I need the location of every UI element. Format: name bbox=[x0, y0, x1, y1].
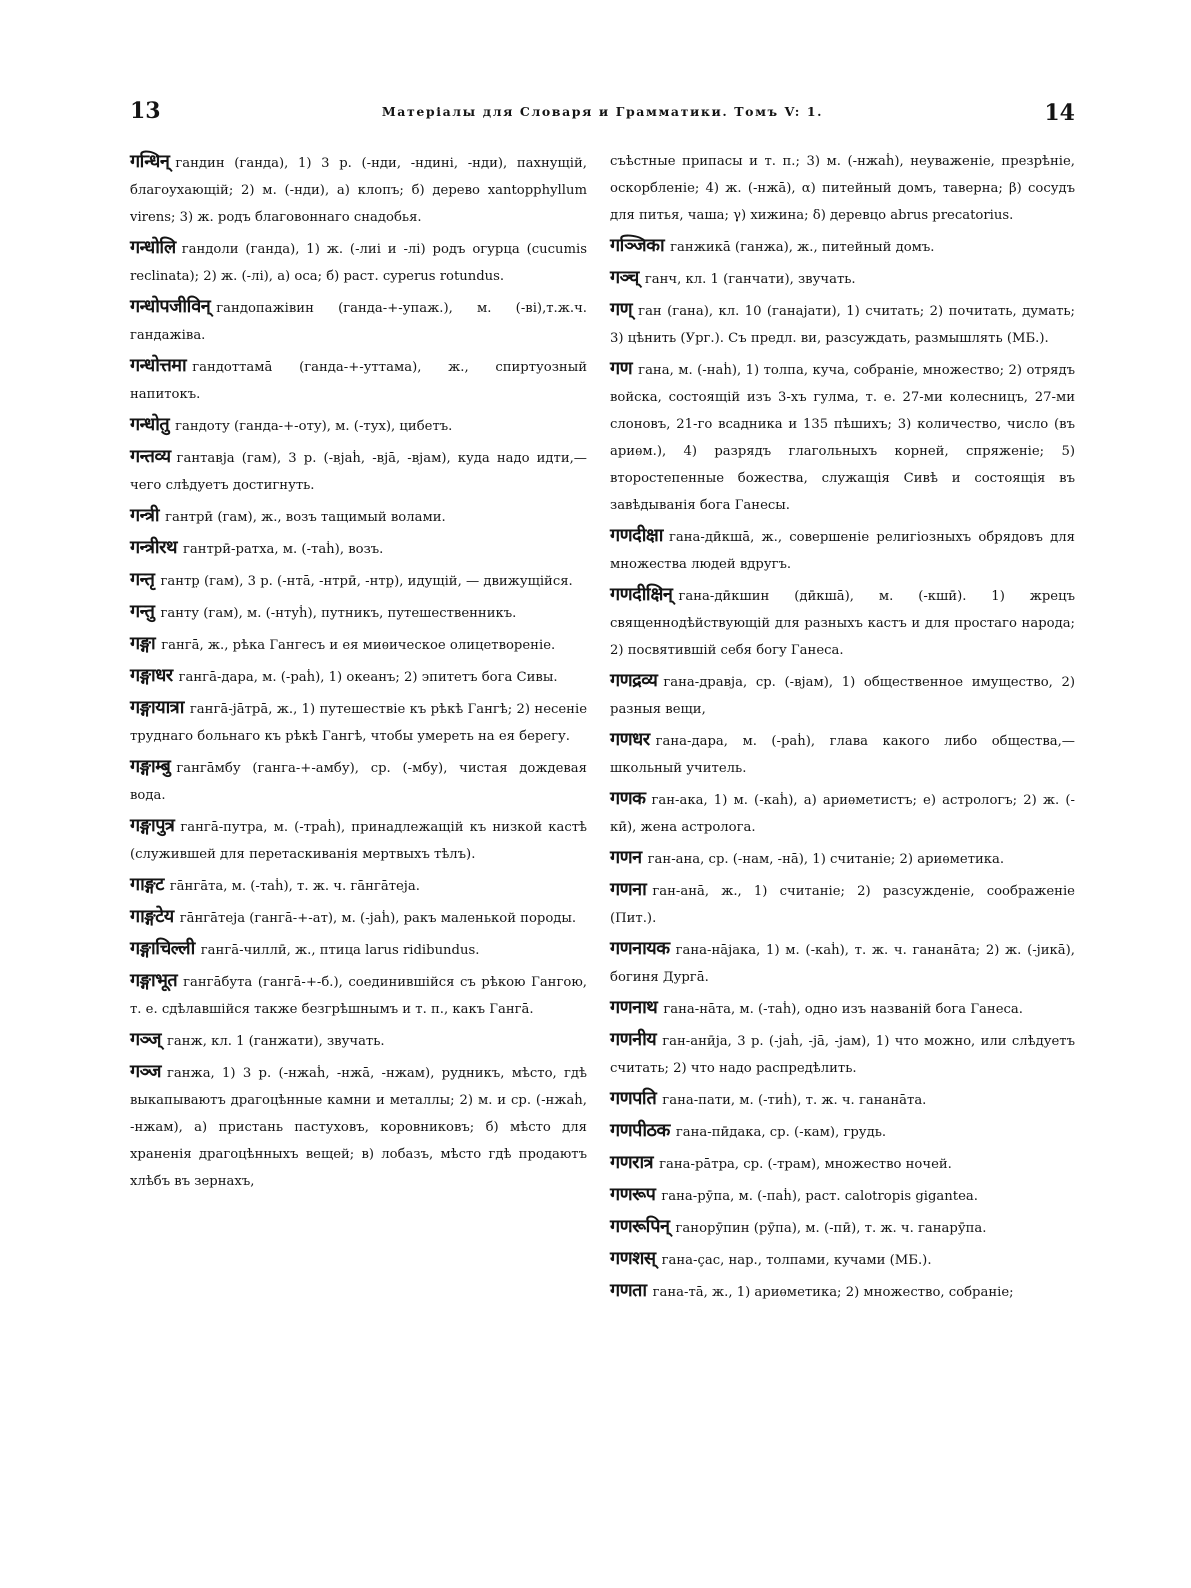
dictionary-entry bbox=[610, 1026, 1075, 1082]
entry-headword: गङ्गाभूत bbox=[130, 970, 178, 991]
entry-headword: गणदीक्षा bbox=[610, 525, 663, 546]
entry-headword: गणरात्र bbox=[610, 1152, 654, 1173]
dictionary-entry bbox=[610, 726, 1075, 782]
entry-headword: गङ्गाम्बु bbox=[130, 756, 171, 777]
dictionary-entry bbox=[130, 566, 587, 595]
dictionary-entry bbox=[130, 1026, 587, 1055]
dictionary-entry bbox=[130, 967, 587, 1023]
dictionary-entry bbox=[610, 296, 1075, 352]
dictionary-entry bbox=[130, 443, 587, 499]
entry-definition: ганжа, 1) 3 p. (-нжаḣ, -нжā, -нжам), рудникъ, мѣсто, гдѣ выкапываютъ драгоцѣнные камни и металлы; 2) м. и ср. (-нжаḣ, -нжам), а) пристань пастуховъ, коровниковъ; б) мѣсто для храненія драгоцѣнныхъ вещей; в) лобазъ, мѣсто гдѣ продаютъ хлѣбъ въ зернахъ, bbox=[130, 1066, 587, 1189]
entry-headword: गन्तव्य bbox=[130, 446, 171, 467]
entry-definition: гангā, ж., рѣка Гангесъ и ея миѳическое олицетвореніе. bbox=[161, 638, 556, 653]
right-column bbox=[610, 148, 1075, 1309]
entry-definition: гангāмбу (ганга-+-амбу), ср. (-мбу), чистая дождевая вода. bbox=[130, 761, 587, 803]
entry-headword: गङ्गायात्रा bbox=[130, 697, 184, 718]
dictionary-entry bbox=[610, 1181, 1075, 1210]
dictionary-entry bbox=[130, 871, 587, 900]
entry-definition: гантрӣ-ратха, м. (-таḣ), возъ. bbox=[182, 542, 384, 557]
entry-definition: гана-дӣкшā, ж., совершеніе религіозныхъ обрядовъ для множества людей вдругъ. bbox=[610, 530, 1075, 572]
entry-headword: गाङ्गटेय bbox=[130, 906, 174, 927]
entry-definition: ган-анӣја, 3 p. (-јаḣ, -јā, -јам), 1) что можно, или слѣдуетъ считать; 2) что надо распредѣлить. bbox=[610, 1034, 1075, 1076]
dictionary-entry bbox=[610, 876, 1075, 932]
entry-headword: गणनीय bbox=[610, 1029, 657, 1050]
dictionary-entry bbox=[610, 1245, 1075, 1274]
dictionary-entry bbox=[130, 502, 587, 531]
entry-definition: ган-анā, ж., 1) считаніе; 2) разсужденіе, соображеніе (Пит.). bbox=[610, 884, 1075, 926]
entry-headword: गञ्च् bbox=[610, 267, 639, 288]
entry-definition: гана-çас, нар., толпами, кучами (МБ.). bbox=[661, 1253, 932, 1268]
dictionary-entry bbox=[130, 1058, 587, 1195]
entry-definition: гана-нāта, м. (-таḣ), одно изъ названій бога Ганеса. bbox=[663, 1002, 1023, 1017]
dictionary-entry bbox=[610, 522, 1075, 578]
dictionary-entry bbox=[130, 352, 587, 408]
entry-definition: ганту (гам), м. (-нтуḣ), путникъ, путешественникъ. bbox=[160, 606, 517, 621]
dictionary-entry bbox=[610, 148, 1075, 229]
entry-definition: гандоли (ганда), 1) ж. (-лиі и -лі) родъ огурца (cucumis reclinata); 2) ж. (-лі), а) оса; б) раст. cyperus rotundus. bbox=[130, 242, 587, 284]
dictionary-entry bbox=[130, 630, 587, 659]
entry-headword: गन्धिन् bbox=[130, 151, 170, 172]
dictionary-entry bbox=[130, 662, 587, 691]
dictionary-entry bbox=[610, 1085, 1075, 1114]
entry-definition: ганч, кл. 1 (ганчати), звучать. bbox=[644, 272, 856, 287]
entry-definition: гандопажівин (ганда-+-упаж.), м. (-ві),т.ж.ч. гандажіва. bbox=[130, 301, 587, 343]
entry-definition: гана, м. (-наḣ), 1) толпа, куча, собраніе, множество; 2) отрядъ войска, состоящій изъ 3-хъ гулма, т. е. 27-ми колесницъ, 27-ми слоновъ, 21-го всадника и 135 пѣшихъ; 3) количество, число (въ ариѳм.), 4) разрядъ глагольныхъ корней, спряженіе; 5) второстепенные божества, служащія Сивѣ и состоящія въ завѣдыванія бога Ганесы. bbox=[610, 363, 1075, 513]
page-number-right: 14 bbox=[1044, 100, 1075, 126]
dictionary-entry bbox=[130, 935, 587, 964]
entry-definition: гандин (ганда), 1) 3 p. (-нди, -ндині, -нди), пахнущій, благоухающій; 2) м. (-нди), а) клопъ; б) дерево xantopphyllum virens; 3) ж. родъ благовоннаго снадобья. bbox=[130, 156, 587, 225]
entry-headword: गणपति bbox=[610, 1088, 657, 1109]
entry-headword: गन्धोपजीविन् bbox=[130, 296, 211, 317]
entry-definition: гана-пӣдака, ср. (-кам), грудь. bbox=[675, 1125, 887, 1140]
entry-definition: ган-ака, 1) м. (-каḣ), а) ариѳметистъ; е) астрологъ; 2) ж. (-кӣ), жена астролога. bbox=[610, 793, 1075, 835]
entry-definition: ган-ана, ср. (-нам, -нā), 1) считаніе; 2) ариѳметика. bbox=[647, 852, 1005, 867]
entry-definition: гангā-дара, м. (-раḣ), 1) океанъ; 2) эпитетъ бога Сивы. bbox=[178, 670, 558, 685]
dictionary-entry bbox=[130, 812, 587, 868]
entry-definition: гангā-јāтрā, ж., 1) путешествіе къ рѣкѣ Гангѣ; 2) несеніе труднаго больнаго къ рѣкѣ Гангѣ, чтобы умереть на ея берегу. bbox=[130, 702, 587, 744]
entry-definition: гантрӣ (гам), ж., возъ тащимый волами. bbox=[165, 510, 446, 525]
entry-headword: गणनायक bbox=[610, 938, 670, 959]
dictionary-entry bbox=[610, 232, 1075, 261]
entry-definition: гантавја (гам), 3 p. (-вјаḣ, -вјā, -вјам), куда надо идти,—чего слѣдуетъ достигнуть. bbox=[130, 451, 587, 493]
entry-definition: ганж, кл. 1 (ганжати), звучать. bbox=[167, 1034, 385, 1049]
entry-headword: गङ्गा bbox=[130, 633, 156, 654]
dictionary-entry bbox=[610, 1117, 1075, 1146]
entry-headword: गञ्ज् bbox=[130, 1029, 161, 1050]
entry-definition: гāнгāтеја (гангā-+-ат), м. (-јаḣ), ракъ маленькой породы. bbox=[179, 911, 577, 926]
dictionary-entry bbox=[130, 753, 587, 809]
entry-definition: гана-нāјака, 1) м. (-каḣ), т. ж. ч. гананāта; 2) ж. (-јикā), богиня Дургā. bbox=[610, 943, 1075, 985]
left-column bbox=[130, 148, 587, 1198]
entry-headword: गाङ्गट bbox=[130, 874, 164, 895]
entry-headword: गन्धोत्तमा bbox=[130, 355, 187, 376]
entry-definition: гана-тā, ж., 1) ариѳметика; 2) множество, собраніе; bbox=[652, 1285, 1014, 1300]
dictionary-entry bbox=[130, 903, 587, 932]
entry-definition: гандоттамā (ганда-+-уттама), ж., спиртуозный напитокъ. bbox=[130, 360, 587, 402]
dictionary-entry bbox=[130, 148, 587, 231]
dictionary-entry bbox=[610, 1213, 1075, 1242]
entry-definition: ган (гана), кл. 10 (ганајати), 1) считать; 2) почитать, думать; 3) цѣнить (Ург.). Съ предл. ви, разсуждать, размышлять (МБ.). bbox=[610, 304, 1075, 346]
entry-headword: गणपीठक bbox=[610, 1120, 670, 1141]
entry-headword: गण् bbox=[610, 299, 633, 320]
entry-headword: गणद्रव्य bbox=[610, 670, 658, 691]
entry-headword: गणरूपिन् bbox=[610, 1216, 670, 1237]
entry-headword: गणन bbox=[610, 847, 642, 868]
entry-definition: гангā-путра, м. (-траḣ), принадлежащій къ низкой кастѣ (служившей для перетаскиванія мертвыхъ тѣлъ). bbox=[130, 820, 587, 862]
dictionary-entry bbox=[610, 1277, 1075, 1306]
dictionary-entry bbox=[610, 355, 1075, 519]
entry-definition: съѣстные припасы и т. п.; 3) м. (-нжаḣ), неуваженіе, презрѣніе, оскорбленіе; 4) ж. (-нжā), α) питейный домъ, таверна; β) сосудъ для питья, чаша; γ) хижина; δ) деревцо abrus precatorius. bbox=[610, 154, 1075, 223]
dictionary-entry bbox=[610, 994, 1075, 1023]
dictionary-entry bbox=[130, 694, 587, 750]
entry-headword: गङ्गाचिल्ली bbox=[130, 938, 195, 959]
dictionary-entry bbox=[610, 844, 1075, 873]
entry-definition: гана-рāтра, ср. (-трам), множество ночей. bbox=[659, 1157, 952, 1172]
entry-definition: гана-дара, м. (-раḣ), глава какого либо общества,—школьный учитель. bbox=[610, 734, 1075, 776]
entry-headword: गन्तृ bbox=[130, 569, 155, 590]
entry-headword: गन्त्री bbox=[130, 505, 160, 526]
entry-headword: गणना bbox=[610, 879, 647, 900]
dictionary-entry bbox=[130, 234, 587, 290]
entry-definition: гангāбута (гангā-+-б.), соединившійся съ рѣкою Гангою, т. е. сдѣлавшійся также безгрѣшнымъ и т. п., какъ Гангā. bbox=[130, 975, 587, 1017]
entry-headword: गणता bbox=[610, 1280, 647, 1301]
dictionary-entry bbox=[610, 667, 1075, 723]
entry-definition: гана-рӯпа, м. (-паḣ), раст. calotropis gigantea. bbox=[661, 1189, 978, 1204]
entry-definition: гана-пати, м. (-тиḣ), т. ж. ч. гананāта. bbox=[662, 1093, 927, 1108]
entry-definition: ганжикā (ганжа), ж., питейный домъ. bbox=[670, 240, 935, 255]
entry-definition: гангā-чиллӣ, ж., птица larus ridibundus. bbox=[200, 943, 480, 958]
entry-headword: गणनाथ bbox=[610, 997, 658, 1018]
entry-definition: ганорӯпин (рӯпа), м. (-пӣ), т. ж. ч. ганарӯпа. bbox=[675, 1221, 987, 1236]
entry-headword: गन्त्रीरथ bbox=[130, 537, 177, 558]
dictionary-entry bbox=[130, 293, 587, 349]
entry-definition: гана-дӣкшин (дӣкшā), м. (-кшӣ). 1) жрецъ священнодѣйствующій для разныхъ кастъ и для простаго народа; 2) посвятившій себя богу Ганеса. bbox=[610, 589, 1075, 658]
entry-headword: गणधर bbox=[610, 729, 650, 750]
dictionary-entry bbox=[130, 411, 587, 440]
entry-headword: गञ्ज bbox=[130, 1061, 161, 1082]
entry-headword: गण bbox=[610, 358, 633, 379]
dictionary-entry bbox=[130, 534, 587, 563]
dictionary-entry bbox=[610, 581, 1075, 664]
entry-headword: गणदीक्षिन् bbox=[610, 584, 673, 605]
dictionary-entry bbox=[130, 598, 587, 627]
running-title: Матеріалы для Словаря и Грамматики. Томъ V: 1. bbox=[381, 104, 824, 119]
entry-headword: गणक bbox=[610, 788, 646, 809]
page-number-left: 13 bbox=[130, 98, 161, 124]
dictionary-entry bbox=[610, 264, 1075, 293]
dictionary-entry bbox=[610, 1149, 1075, 1178]
entry-headword: गङ्गापुत्र bbox=[130, 815, 175, 836]
entry-headword: गणशस् bbox=[610, 1248, 656, 1269]
entry-headword: गन्धोलि bbox=[130, 237, 176, 258]
entry-headword: गङ्गाधर bbox=[130, 665, 173, 686]
entry-headword: गणरूप bbox=[610, 1184, 656, 1205]
entry-headword: गन्तु bbox=[130, 601, 155, 622]
page-header bbox=[130, 98, 1075, 128]
entry-definition: гандоту (ганда-+-оту), м. (-тух), цибетъ. bbox=[175, 419, 453, 434]
entry-definition: гāнгāта, м. (-таḣ), т. ж. ч. гāнгāтеја. bbox=[169, 879, 420, 894]
dictionary-entry bbox=[610, 935, 1075, 991]
entry-definition: гантр̣ (гам), 3 p. (-нтā, -нтрӣ, -нтр̣), идущій, — движущійся. bbox=[160, 574, 573, 589]
dictionary-entry bbox=[610, 785, 1075, 841]
entry-headword: गन्धोतु bbox=[130, 414, 170, 435]
entry-headword: गञ्जिका bbox=[610, 235, 665, 256]
entry-definition: гана-дравја, ср. (-вјам), 1) общественное имущество, 2) разныя вещи, bbox=[610, 675, 1075, 717]
